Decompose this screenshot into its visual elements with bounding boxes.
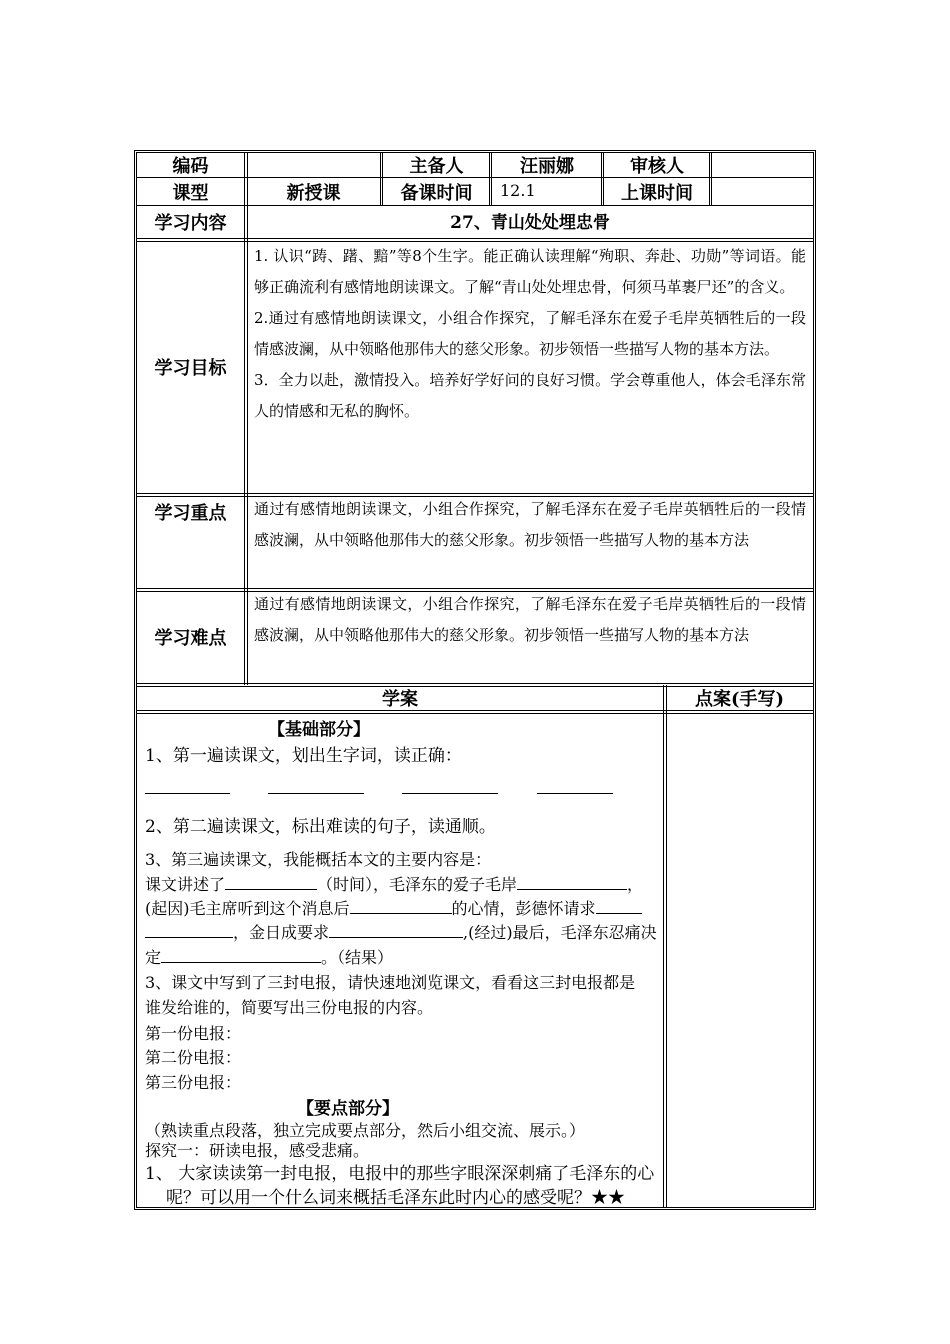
fill-blank bbox=[517, 873, 627, 890]
lead-label: 主备人 bbox=[409, 156, 464, 177]
telegram-3: 第三份电报： bbox=[145, 1073, 242, 1092]
fill-blank bbox=[225, 873, 317, 890]
lesson-title: 27、青山处处埋忠骨 bbox=[450, 213, 610, 233]
telegram-2: 第二份电报： bbox=[145, 1048, 242, 1067]
col-divider bbox=[491, 153, 492, 205]
goals-label: 学习目标 bbox=[154, 358, 227, 379]
content-label: 学习内容 bbox=[154, 213, 227, 234]
prep-time-label: 备课时间 bbox=[400, 182, 473, 204]
basics-q1: 1、第一遍读课文，划出生字词，读正确： bbox=[145, 746, 462, 766]
col-divider bbox=[489, 153, 490, 205]
col-divider bbox=[711, 153, 712, 205]
basics-q2: 2、第二遍读课文，标出难读的句子，读通顺。 bbox=[145, 817, 496, 837]
class-time-value bbox=[713, 178, 813, 205]
reviewer-value bbox=[713, 153, 813, 177]
telegram-1: 第一份电报： bbox=[145, 1024, 242, 1043]
fill-blank bbox=[596, 897, 642, 914]
code-value bbox=[247, 153, 380, 177]
fill-blank bbox=[329, 921, 463, 938]
col-divider bbox=[603, 153, 604, 205]
explore-1: 探究一：研读电报，感受悲痛。 bbox=[145, 1141, 370, 1160]
prep-time-value: 12.1 bbox=[500, 181, 536, 200]
answer-blank bbox=[268, 793, 364, 794]
basics-q3: 3、第三遍读课文，我能概括本文的主要内容是： bbox=[145, 850, 492, 869]
fill-text: ，金日成要求 bbox=[233, 923, 330, 942]
difficulties-label: 学习难点 bbox=[154, 628, 227, 649]
keypart-q1-line2: 呢？可以用一个什么词来概括毛泽东此时内心的感受呢？★★ bbox=[166, 1188, 625, 1208]
study-plan-header: 学案 bbox=[382, 689, 418, 710]
basics-q4-line1: 3、课文中写到了三封电报，请快速地浏览课文，看看这三封电报都是 bbox=[145, 973, 636, 992]
reviewer-label: 审核人 bbox=[630, 156, 684, 177]
answer-blank bbox=[402, 793, 498, 794]
notes-header: 点案(手写) bbox=[694, 689, 785, 710]
goal-item: 1. 认识“踌、躇、黯”等8个生字。能正确认读理解“殉职、奔赴、功勋”等词语。能够正确流利有感情地朗读课文。了解“青山处处埋忠骨，何须马革裹尸还”的含义。 bbox=[254, 247, 806, 296]
class-time-label: 上课时间 bbox=[621, 182, 693, 204]
fill-blank bbox=[350, 897, 452, 914]
col-divider bbox=[380, 153, 381, 205]
fill-text: (起因)毛主席听到这个消息后 bbox=[145, 899, 350, 918]
keypart-intro: （熟读重点段落，独立完成要点部分，然后小组交流、展示。） bbox=[145, 1121, 586, 1140]
fill-text: 。（结果） bbox=[321, 948, 394, 967]
type-value: 新授课 bbox=[286, 182, 341, 204]
col-divider bbox=[709, 153, 710, 205]
summary-fill-line-4 bbox=[145, 945, 393, 968]
fill-text: （时间），毛泽东的爱子毛岸 bbox=[317, 875, 518, 894]
fill-text: ,(经过)最后，毛泽东忍痛决 bbox=[463, 923, 657, 942]
difficulties-text: 通过有感情地朗读课文，小组合作探究，了解毛泽东在爱子毛岸英牺牲后的一段情感波澜，从中领略他那伟大的慈父形象。初步领悟一些描写人物的基本方法 bbox=[254, 595, 806, 644]
goals-text bbox=[254, 241, 806, 427]
col-divider bbox=[663, 685, 667, 1207]
fill-text: ， bbox=[627, 875, 644, 894]
fill-text: 课文讲述了 bbox=[145, 875, 226, 894]
code-label: 编码 bbox=[172, 156, 209, 177]
summary-fill-line-3 bbox=[145, 920, 657, 943]
col-divider bbox=[601, 153, 602, 205]
keypart-q1-line1: 1、 大家读读第一封电报，电报中的那些字眼深深刺痛了毛泽东的心 bbox=[145, 1164, 655, 1184]
key-points-text: 通过有感情地朗读课文，小组合作探究，了解毛泽东在爱子毛岸英牺牲后的一段情感波澜，从中领略他那伟大的慈父形象。初步领悟一些描写人物的基本方法 bbox=[254, 500, 806, 549]
goal-item: 2.通过有感情地朗读课文，小组合作探究，了解毛泽东在爱子毛岸英牺牲后的一段情感波澜，从中领略他那伟大的慈父形象。初步领悟一些描写人物的基本方法。 bbox=[254, 309, 806, 358]
basics-title: 【基础部分】 bbox=[268, 720, 370, 740]
fill-blank bbox=[145, 921, 233, 938]
fill-text: 的心情，彭德怀请求 bbox=[451, 899, 596, 918]
col-divider bbox=[382, 153, 383, 205]
type-label: 课型 bbox=[172, 182, 209, 204]
lead-value: 汪丽娜 bbox=[520, 156, 574, 177]
key-points-label: 学习重点 bbox=[154, 503, 227, 524]
fill-text: 定 bbox=[145, 948, 162, 967]
summary-fill-line-1 bbox=[145, 872, 643, 895]
answer-blank bbox=[145, 793, 230, 794]
keypart-title: 【要点部分】 bbox=[297, 1099, 399, 1119]
basics-q4-line2: 谁发给谁的，简要写出三份电报的内容。 bbox=[145, 998, 434, 1017]
answer-blank bbox=[537, 793, 613, 794]
fill-blank bbox=[161, 946, 321, 963]
goal-item: 3．全力以赴，激情投入。培养好学好问的良好习惯。学会尊重他人，体会毛泽东常人的情感和无私的胸怀。 bbox=[254, 371, 806, 420]
summary-fill-line-2 bbox=[145, 896, 642, 919]
